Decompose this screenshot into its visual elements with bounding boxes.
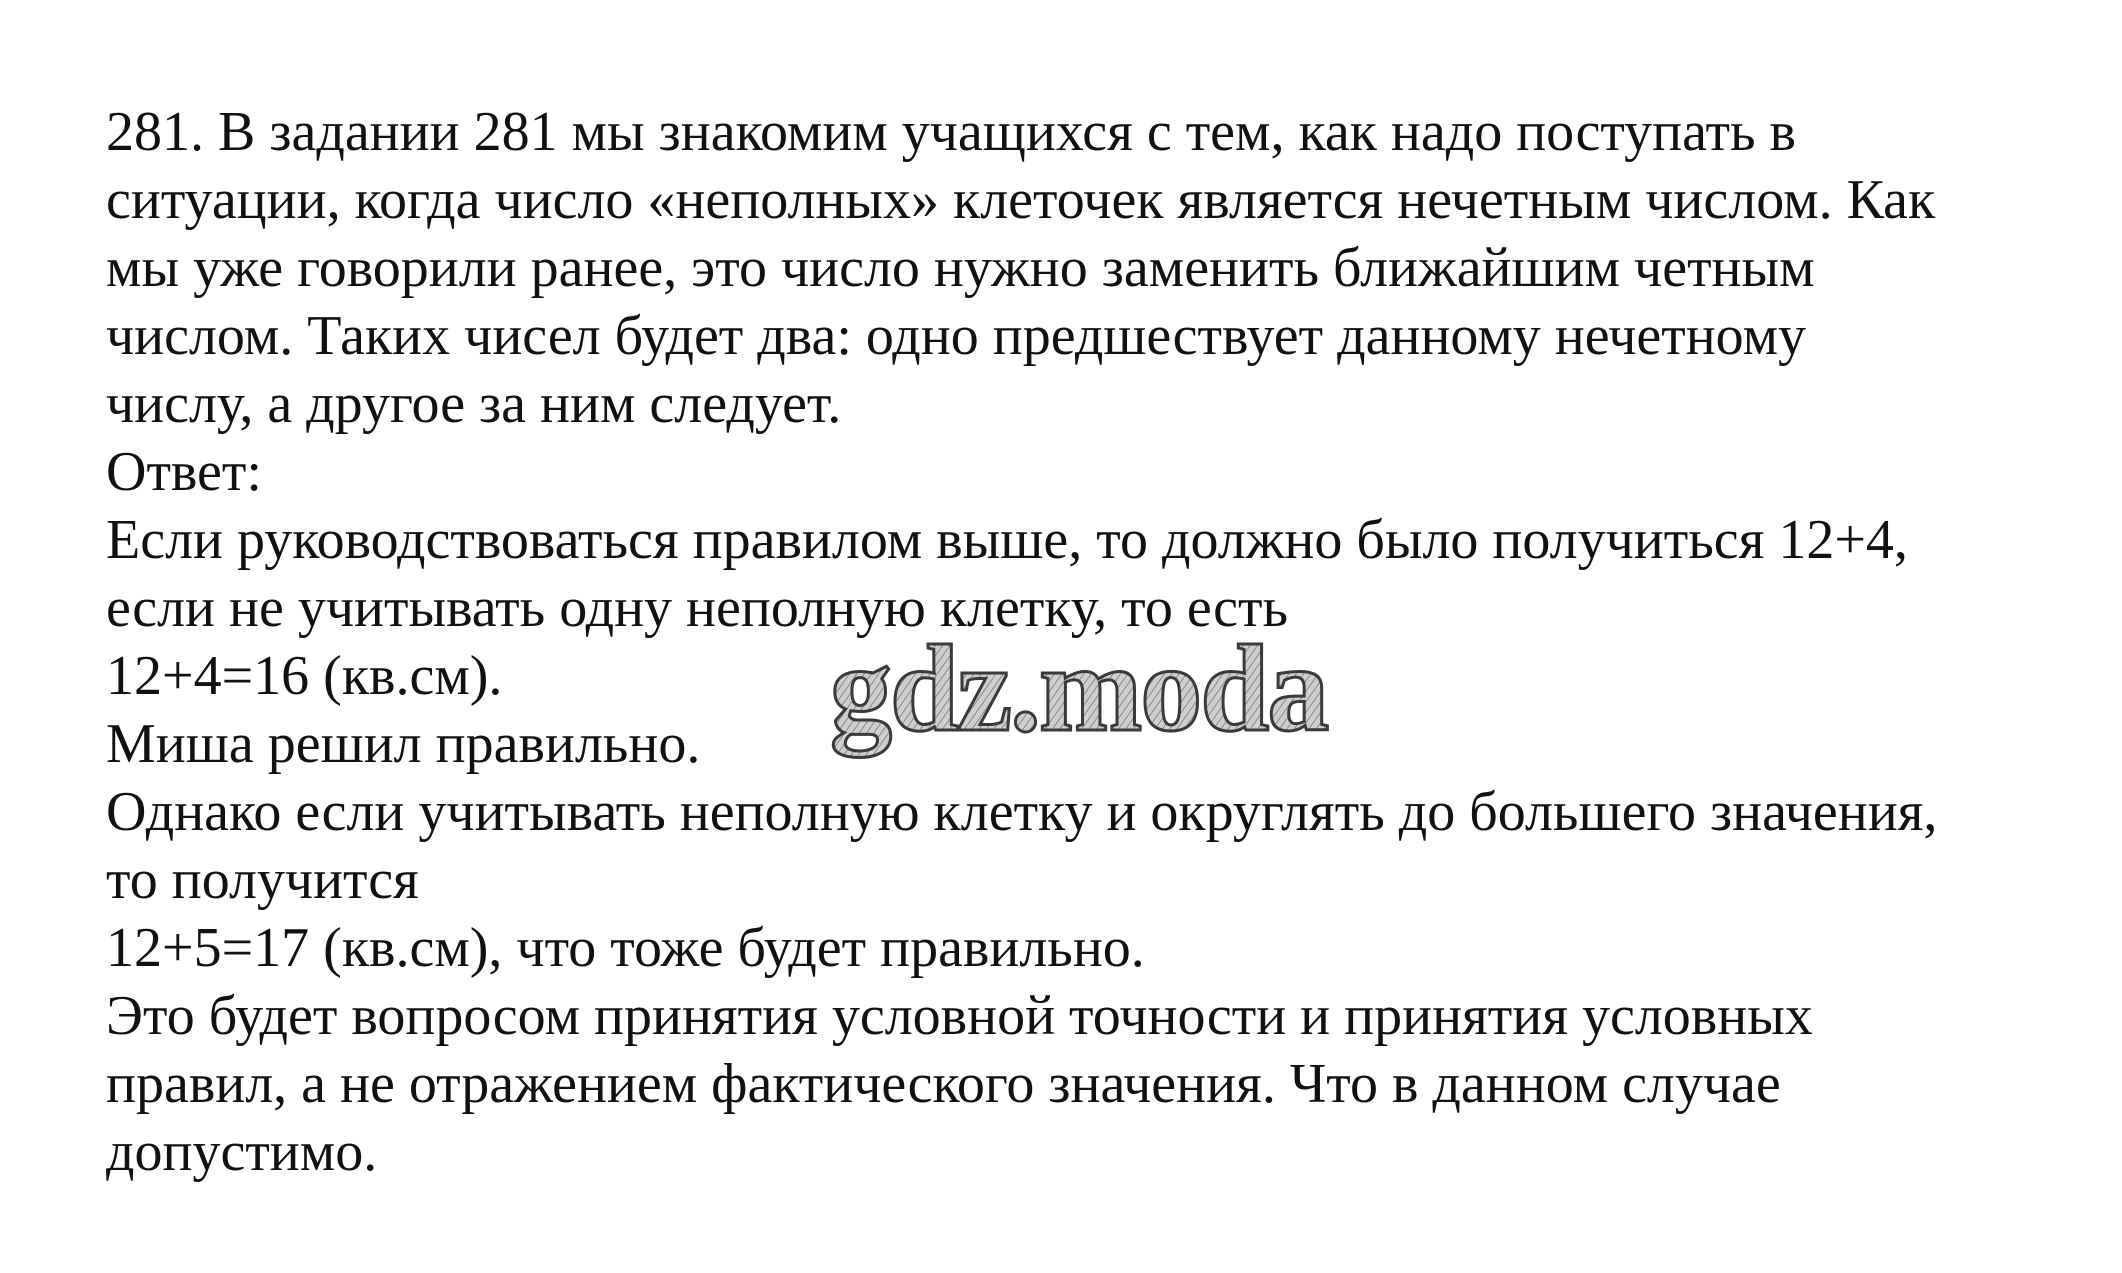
text-line: Однако если учитывать неполную клетку и округлять до большего значения, <box>106 781 1938 843</box>
equation-line: 12+4=16 (кв.см). <box>106 645 503 707</box>
text-line: Миша решил правильно. <box>106 713 701 775</box>
equation-line: 12+5=17 (кв.см), что тоже будет правильно. <box>106 917 1145 979</box>
text-line: Если руководствоваться правилом выше, то должно было получиться 12+4, <box>106 509 1908 571</box>
text-line: правил, а не отражением фактического значения. Что в данном случае <box>106 1053 1781 1115</box>
text-line: 281. В задании 281 мы знакомим учащихся с тем, как надо поступать в <box>106 101 1796 163</box>
answer-heading: Ответ: <box>106 441 262 503</box>
text-line: то получится <box>106 849 419 911</box>
text-line: если не учитывать одну неполную клетку, то есть <box>106 577 1288 639</box>
watermark-text: gdz.moda <box>830 620 1328 757</box>
text-line: числу, а другое за ним следует. <box>106 373 842 435</box>
watermark-logo <box>822 618 1442 768</box>
text-line: числом. Таких чисел будет два: одно предшествует данному нечетному <box>106 305 1807 367</box>
text-line: допустимо. <box>106 1121 378 1183</box>
text-line: Это будет вопросом принятия условной точности и принятия условных <box>106 985 1813 1047</box>
text-line: мы уже говорили ранее, это число нужно заменить ближайшим четным <box>106 237 1815 299</box>
text-line: ситуации, когда число «неполных» клеточек является нечетным числом. Как <box>106 169 1936 231</box>
